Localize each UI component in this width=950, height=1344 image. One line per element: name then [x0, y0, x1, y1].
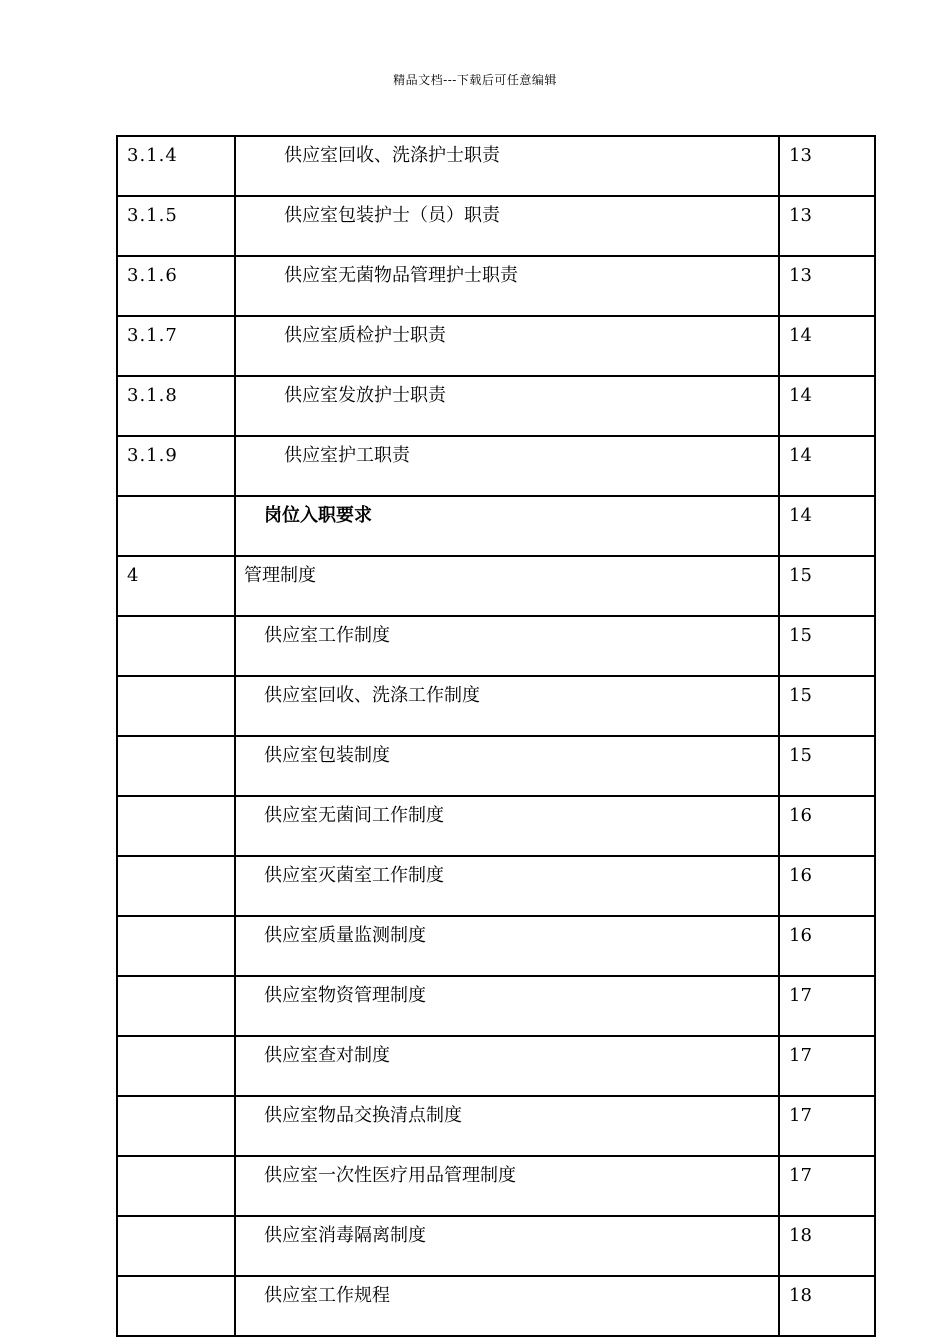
toc-row: [117, 436, 875, 496]
toc-table: [116, 135, 876, 1337]
toc-row: [117, 796, 875, 856]
toc-section-title: 供应室物品交换清点制度: [264, 1105, 462, 1126]
toc-title-cell: [235, 376, 779, 436]
toc-section-number: [117, 976, 235, 1036]
toc-section-number: [117, 1276, 235, 1336]
toc-row: [117, 736, 875, 796]
toc-title-cell: [235, 976, 779, 1036]
toc-title-cell: [235, 136, 779, 196]
toc-section-title: 供应室一次性医疗用品管理制度: [264, 1165, 516, 1186]
toc-page-number: 14: [779, 436, 875, 496]
toc-section-number: 3.1.7: [117, 316, 235, 376]
toc-row: [117, 496, 875, 556]
toc-body: [117, 136, 875, 1336]
toc-page-number: 13: [779, 196, 875, 256]
toc-title-cell: [235, 556, 779, 616]
toc-title-cell: [235, 1276, 779, 1336]
toc-section-title: 供应室物资管理制度: [264, 985, 426, 1006]
toc-section-number: [117, 736, 235, 796]
toc-section-title: 供应室消毒隔离制度: [264, 1225, 426, 1246]
toc-page-number: 16: [779, 916, 875, 976]
toc-section-title: 供应室质检护士职责: [284, 325, 446, 346]
page-header: 精品文档---下载后可任意编辑: [393, 73, 557, 87]
toc-section-title: 供应室护工职责: [284, 445, 410, 466]
toc-row: [117, 136, 875, 196]
toc-section-title: 供应室灭菌室工作制度: [264, 865, 444, 886]
toc-page-number: 13: [779, 136, 875, 196]
toc-row: [117, 316, 875, 376]
toc-row: [117, 1036, 875, 1096]
toc-title-cell: [235, 496, 779, 556]
toc-title-cell: [235, 616, 779, 676]
toc-row: [117, 676, 875, 736]
toc-section-number: [117, 1036, 235, 1096]
toc-section-title: 供应室工作制度: [264, 625, 390, 646]
toc-title-cell: [235, 676, 779, 736]
toc-section-number: [117, 796, 235, 856]
toc-section-title: 岗位入职要求: [264, 505, 372, 526]
toc-row: [117, 616, 875, 676]
toc-title-cell: [235, 736, 779, 796]
toc-section-number: [117, 496, 235, 556]
toc-section-number: [117, 916, 235, 976]
toc-section-title: 供应室无菌间工作制度: [264, 805, 444, 826]
toc-row: [117, 1156, 875, 1216]
toc-section-title: 供应室质量监测制度: [264, 925, 426, 946]
toc-row: [117, 556, 875, 616]
toc-row: [117, 256, 875, 316]
toc-title-cell: [235, 256, 779, 316]
toc-row: [117, 376, 875, 436]
toc-section-title: 管理制度: [244, 565, 316, 586]
toc-section-number: 3.1.9: [117, 436, 235, 496]
toc-title-cell: [235, 916, 779, 976]
toc-page-number: 16: [779, 796, 875, 856]
toc-section-number: 3.1.8: [117, 376, 235, 436]
toc-page-number: 15: [779, 676, 875, 736]
toc-row: [117, 196, 875, 256]
toc-page-number: 18: [779, 1216, 875, 1276]
toc-section-title: 供应室无菌物品管理护士职责: [284, 265, 518, 286]
toc-section-number: [117, 1096, 235, 1156]
toc-section-title: 供应室查对制度: [264, 1045, 390, 1066]
toc-page-number: 17: [779, 1036, 875, 1096]
toc-section-number: [117, 1156, 235, 1216]
toc-section-number: [117, 676, 235, 736]
toc-page-number: 17: [779, 1156, 875, 1216]
toc-page-number: 14: [779, 496, 875, 556]
toc-row: [117, 856, 875, 916]
toc-row: [117, 1276, 875, 1336]
toc-title-cell: [235, 316, 779, 376]
toc-row: [117, 976, 875, 1036]
toc-title-cell: [235, 1096, 779, 1156]
toc-title-cell: [235, 796, 779, 856]
toc-page-number: 18: [779, 1276, 875, 1336]
toc-page-number: 17: [779, 976, 875, 1036]
toc-row: [117, 916, 875, 976]
toc-section-number: [117, 856, 235, 916]
toc-section-title: 供应室包装护士（员）职责: [284, 205, 500, 226]
toc-title-cell: [235, 436, 779, 496]
toc-row: [117, 1096, 875, 1156]
toc-section-number: 3.1.6: [117, 256, 235, 316]
toc-page-number: 15: [779, 556, 875, 616]
toc-page-number: 14: [779, 316, 875, 376]
toc-page-number: 16: [779, 856, 875, 916]
toc-page-number: 17: [779, 1096, 875, 1156]
toc-section-title: 供应室回收、洗涤护士职责: [284, 145, 500, 166]
toc-title-cell: [235, 196, 779, 256]
toc-section-title: 供应室发放护士职责: [284, 385, 446, 406]
toc-section-number: [117, 616, 235, 676]
toc-page-number: 13: [779, 256, 875, 316]
toc-page-number: 15: [779, 616, 875, 676]
toc-title-cell: [235, 1156, 779, 1216]
toc-section-number: 3.1.4: [117, 136, 235, 196]
toc-page-number: 15: [779, 736, 875, 796]
toc-section-title: 供应室回收、洗涤工作制度: [264, 685, 480, 706]
toc-section-title: 供应室包装制度: [264, 745, 390, 766]
toc-section-title: 供应室工作规程: [264, 1285, 390, 1306]
toc-row: [117, 1216, 875, 1276]
toc-page-number: 14: [779, 376, 875, 436]
toc-section-number: 4: [117, 556, 235, 616]
toc-title-cell: [235, 856, 779, 916]
toc-title-cell: [235, 1036, 779, 1096]
toc-title-cell: [235, 1216, 779, 1276]
toc-section-number: 3.1.5: [117, 196, 235, 256]
toc-section-number: [117, 1216, 235, 1276]
